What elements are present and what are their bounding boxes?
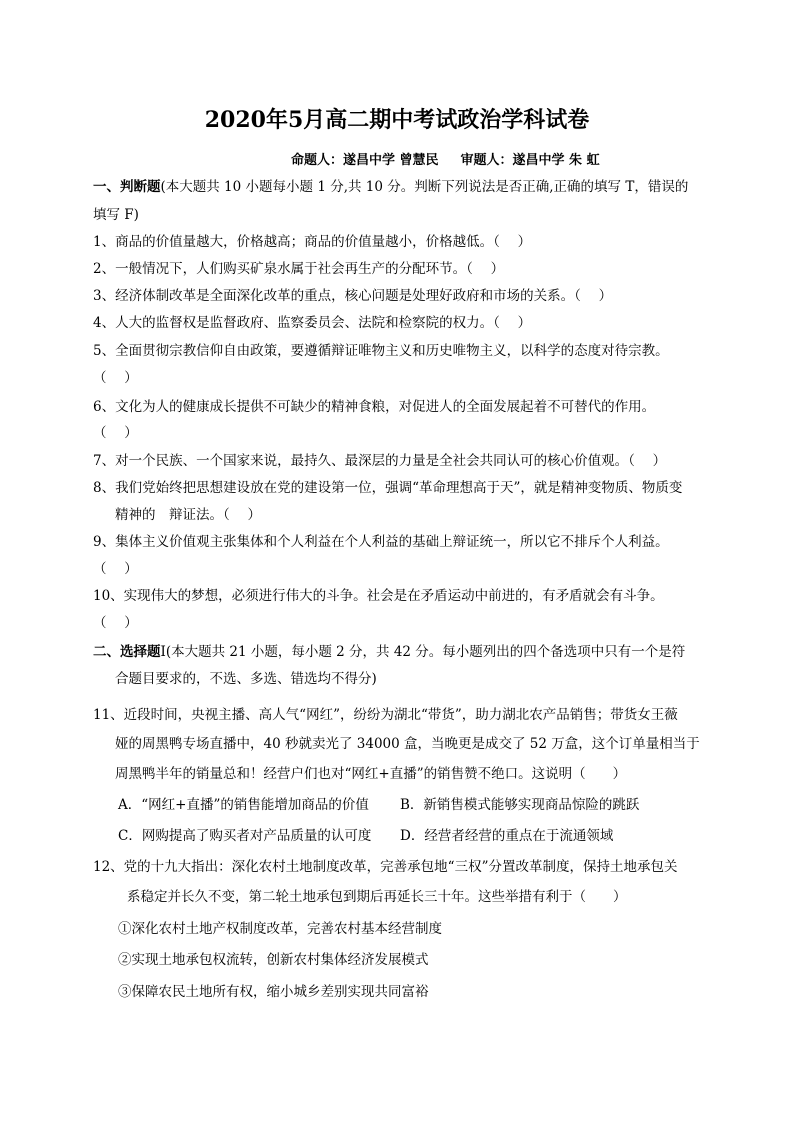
reviewer-label: 审题人：遂昌中学 朱 虹 bbox=[460, 153, 600, 168]
question-12-option-2: ②实现土地承包权流转，创新农村集体经济发展模式 bbox=[118, 952, 429, 968]
option-c: C．网购提高了购买者对产品质量的认可度 bbox=[118, 828, 372, 844]
question-11-options-row2 bbox=[118, 827, 614, 845]
authors-line bbox=[291, 149, 600, 168]
section2-heading: 二、选择题 bbox=[93, 644, 161, 660]
question-10-answer: （ ） bbox=[93, 615, 138, 631]
section1-instructions-text: (本大题共 10 小题每小题 1 分,共 10 分。判断下列说法是否正确,正确的填写 T，错误的 bbox=[160, 179, 689, 195]
question-6: 6、文化为人的健康成长提供不可缺少的精神食粮，对促进人的全面发展起着不可替代的作用。 bbox=[93, 399, 656, 415]
question-12-line2: 系稳定并长久不变，第二轮土地承包到期后再延长三十年。这些举措有利于（ ） bbox=[127, 889, 627, 905]
question-12-option-3: ③保障农民土地所有权，缩小城乡差别实现共同富裕 bbox=[118, 984, 429, 1000]
question-6-answer: （ ） bbox=[93, 425, 138, 441]
question-11-options-row1 bbox=[118, 796, 640, 814]
question-8: 8、我们党始终把思想建设放在党的建设第一位，强调“革命理想高于天”，就是精神变物质、物质变 bbox=[93, 480, 683, 496]
section2-instructions-cont: 合题目要求的，不选、多选、错选均不得分) bbox=[115, 671, 377, 687]
option-d: D．经营者经营的重点在于流通领域 bbox=[400, 828, 614, 844]
question-5: 5、全面贯彻宗教信仰自由政策，要遵循辩证唯物主义和历史唯物主义，以科学的态度对待宗教。 bbox=[93, 343, 669, 359]
section2-instructions bbox=[93, 643, 685, 661]
question-12: 12、党的十九大指出：深化农村土地制度改革，完善承包地“三权”分置改革制度，保持土地承包关 bbox=[93, 859, 678, 875]
question-9-answer: （ ） bbox=[93, 561, 138, 577]
setter-label: 命题人：遂昌中学 曾慧民 bbox=[291, 153, 439, 168]
question-4: 4、人大的监督权是监督政府、监察委员会、法院和检察院的权力。（ ） bbox=[93, 315, 532, 331]
question-11-line2: 娅的周黑鸭专场直播中，40 秒就卖光了 34000 盒，当晚更是成交了 52 万盒，这个订单量相当于 bbox=[115, 736, 700, 752]
question-11: 11、近段时间，央视主播、高人气“网红”，纷纷为湖北“带货”，助力湖北农产品销售；带货女王薇 bbox=[93, 707, 678, 723]
option-b: B．新销售模式能够实现商品惊险的跳跃 bbox=[400, 797, 640, 813]
section1-heading: 一、判断题 bbox=[93, 179, 161, 195]
question-9: 9、集体主义价值观主张集体和个人利益在个人利益的基础上辩证统一，所以它不排斥个人利益。 bbox=[93, 534, 669, 550]
page-title: 2020年5月高二期中考试政治学科试卷 bbox=[204, 107, 590, 133]
option-a: A．“网红+直播”的销售能增加商品的价值 bbox=[118, 797, 369, 813]
question-12-option-1: ①深化农村土地产权制度改革，完善农村基本经营制度 bbox=[118, 921, 442, 937]
question-2: 2、一般情况下，人们购买矿泉水属于社会再生产的分配环节。（ ） bbox=[93, 261, 505, 277]
question-5-answer: （ ） bbox=[93, 370, 138, 386]
question-3: 3、经济体制改革是全面深化改革的重点，核心问题是处理好政府和市场的关系。（ ） bbox=[93, 288, 613, 304]
question-8-cont: 精神的 辩证法。（ ） bbox=[115, 507, 262, 523]
section1-instructions-cont: 填写 F) bbox=[93, 207, 139, 223]
question-1: 1、商品的价值量越大，价格越高；商品的价值量越小，价格越低。（ ） bbox=[93, 234, 532, 250]
question-10: 10、实现伟大的梦想，必须进行伟大的斗争。社会是在矛盾运动中前进的，有矛盾就会有斗争。 bbox=[93, 588, 664, 604]
section1-instructions bbox=[93, 178, 688, 196]
question-11-line3: 周黑鸭半年的销量总和！经营户们也对“网红+直播”的销售赞不绝口。这说明（ ） bbox=[115, 766, 627, 782]
question-7: 7、对一个民族、一个国家来说，最持久、最深层的力量是全社会共同认可的核心价值观。（ ） bbox=[93, 453, 667, 469]
section2-instructions-text: I(本大题共 21 小题，每小题 2 分，共 42 分。每小题列出的四个备选项中只有一个是符 bbox=[160, 644, 686, 660]
